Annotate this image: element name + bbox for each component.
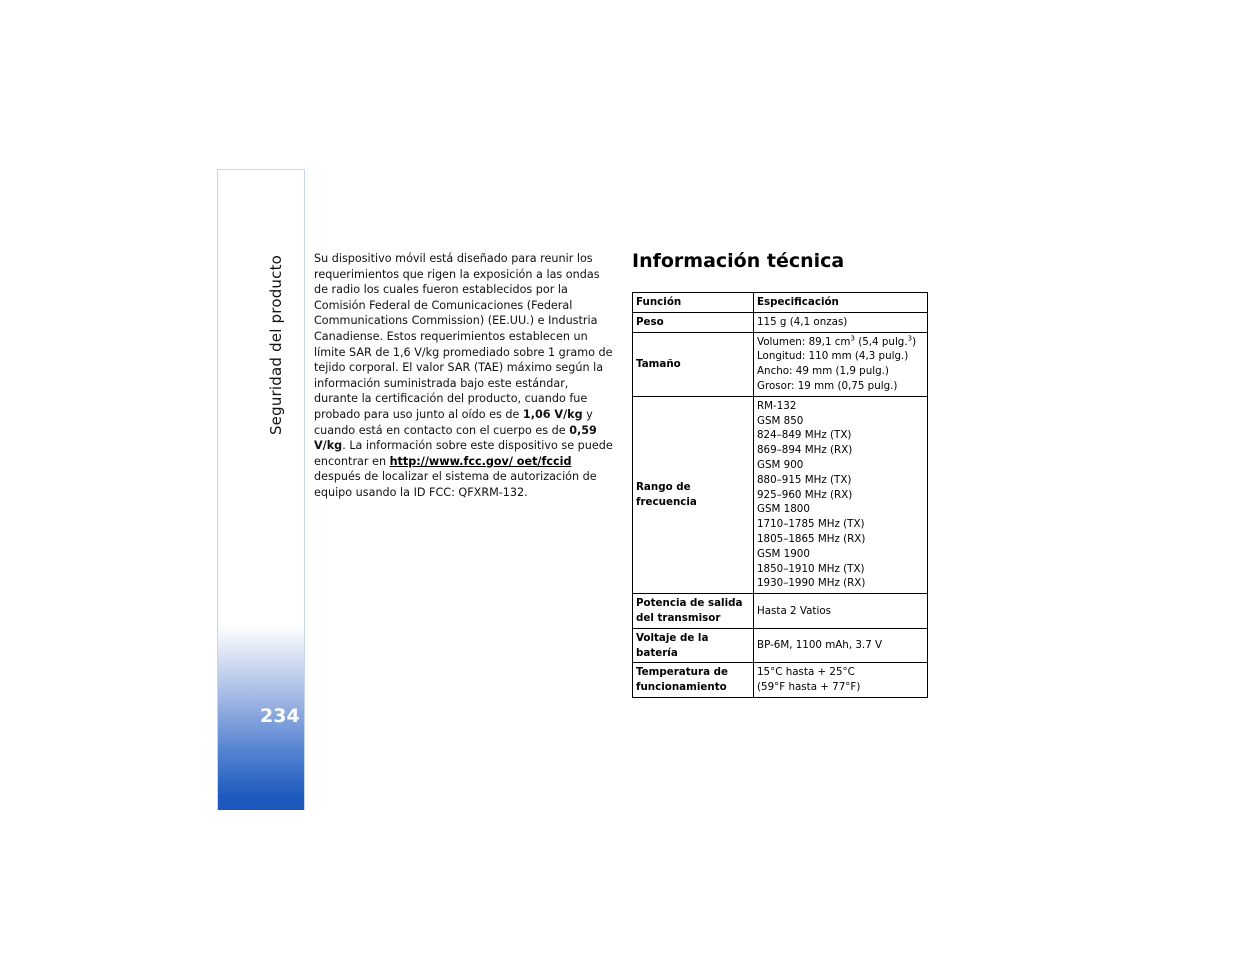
frequency-line: GSM 1900 xyxy=(757,547,810,560)
table-row-battery xyxy=(633,628,928,663)
temperature-label: Temperatura de funcionamiento xyxy=(633,663,754,698)
frequency-line: 1805–1865 MHz (RX) xyxy=(757,532,866,545)
frequency-line: 1710–1785 MHz (TX) xyxy=(757,518,865,531)
table-row-weight xyxy=(633,312,928,332)
table-row-temperature xyxy=(633,663,928,698)
frequency-line: 1850–1910 MHz (TX) xyxy=(757,562,865,575)
frequency-line: 824–849 MHz (TX) xyxy=(757,429,852,442)
power-value: Hasta 2 Vatios xyxy=(754,594,928,629)
header-specification: Especificación xyxy=(754,293,928,313)
header-function: Función xyxy=(633,293,754,313)
frequency-values xyxy=(754,396,928,593)
size-values xyxy=(754,332,928,396)
frequency-line: GSM 850 xyxy=(757,414,804,427)
frequency-line: GSM 900 xyxy=(757,458,804,471)
frequency-label: Rango de frecuencia xyxy=(633,396,754,593)
table-row-frequency xyxy=(633,396,928,593)
power-label: Potencia de salida del transmisor xyxy=(633,594,754,629)
battery-label: Voltaje de la batería xyxy=(633,628,754,663)
frequency-line: 925–960 MHz (RX) xyxy=(757,488,853,501)
size-length: Longitud: 110 mm (4,3 pulg.) xyxy=(757,350,909,363)
size-volume: Volumen: 89,1 $cm^3$ (5,4 pulg.$^3$) xyxy=(757,334,917,348)
spec-table xyxy=(632,292,928,698)
frequency-line: GSM 1800 xyxy=(757,503,810,516)
size-width: Ancho: 49 mm (1,9 pulg.) xyxy=(757,365,889,378)
table-header-row xyxy=(633,293,928,313)
para-start: Su dispositivo móvil está diseñado para reunir los requerimientos que rigen la exposición a las ondas de radio los cuales fueron establecidos por la Comisión Federal de Comunicaciones (Federal Communications Commission) (EE.UU.) e Industria Canadiense. Estos requerimientos establecen un límite SAR de 1,6 V/kg promediado sobre 1 gramo de tejido corporal. El valor SAR (TAE) máximo según la información suministrada bajo este estándar, durante la certificación del producto, cuando fue probado para uso junto al oído es de xyxy=(314,252,613,421)
sar-paragraph xyxy=(314,251,614,501)
battery-value: BP-6M, 1100 mAh, 3.7 V xyxy=(754,628,928,663)
sar-body-value: 0,59 V/kg xyxy=(314,423,597,453)
temperature-value: 15°C hasta + 25°C (59°F hasta + 77°F) xyxy=(754,663,928,698)
weight-value: 115 g (4,1 onzas) xyxy=(754,312,928,332)
frequency-line: RM-132 xyxy=(757,399,797,412)
weight-label: Peso xyxy=(633,312,754,332)
frequency-line: 1930–1990 MHz (RX) xyxy=(757,577,866,590)
section-title: Información técnica xyxy=(632,250,845,272)
para-mid2: . La información sobre este dispositivo se puede encontrar en xyxy=(314,439,613,468)
frequency-line: 880–915 MHz (TX) xyxy=(757,473,852,486)
frequency-line: 869–894 MHz (RX) xyxy=(757,444,853,457)
chapter-title: Seguridad del producto xyxy=(267,254,285,436)
size-label: Tamaño xyxy=(633,332,754,396)
table-row-size xyxy=(633,332,928,396)
size-thickness: Grosor: 19 mm (0,75 pulg.) xyxy=(757,379,898,392)
page-number: 234 xyxy=(260,705,300,727)
para-end: después de localizar el sistema de autorización de equipo usando la ID FCC: QFXRM-132. xyxy=(314,470,597,499)
para-mid: y cuando está en contacto con el cuerpo es de xyxy=(314,407,593,437)
table-row-power xyxy=(633,594,928,629)
fcc-link[interactable]: http://www.fcc.gov/ oet/fccid xyxy=(389,454,572,468)
sar-ear-value: 1,06 V/kg xyxy=(522,407,583,421)
